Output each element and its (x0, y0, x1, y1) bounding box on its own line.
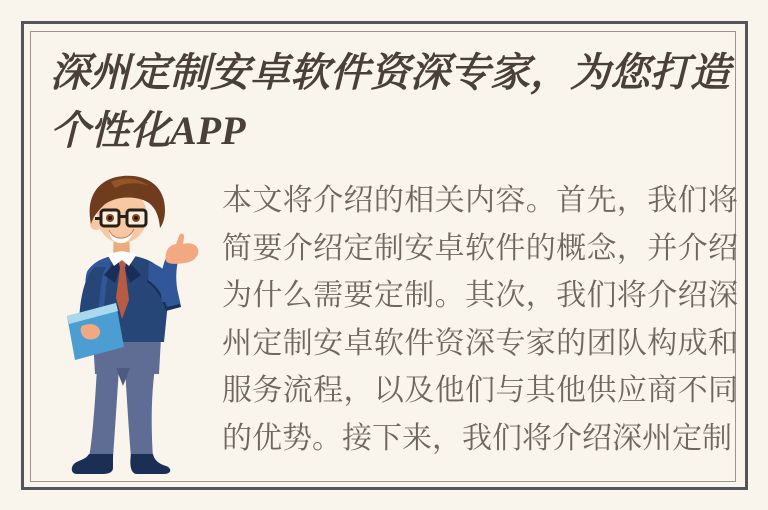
presenting-hand (165, 234, 198, 264)
article-title: 深州定制安卓软件资深专家，为您打造个性化APP (50, 50, 730, 153)
man-shoes (72, 454, 170, 474)
man-legs (89, 338, 161, 458)
article-body: 本文将介绍的相关内容。首先，我们将简要介绍定制安卓软件的概念，并介绍为什么需要定制。其次，我们将介绍深州定制安卓软件资深专家的团队构成和服务流程，以及他们与其他供应商不同的优势。接下来，我们将介绍深州定制 (222, 184, 738, 455)
businessman-illustration (55, 172, 205, 482)
man-head (90, 176, 165, 266)
